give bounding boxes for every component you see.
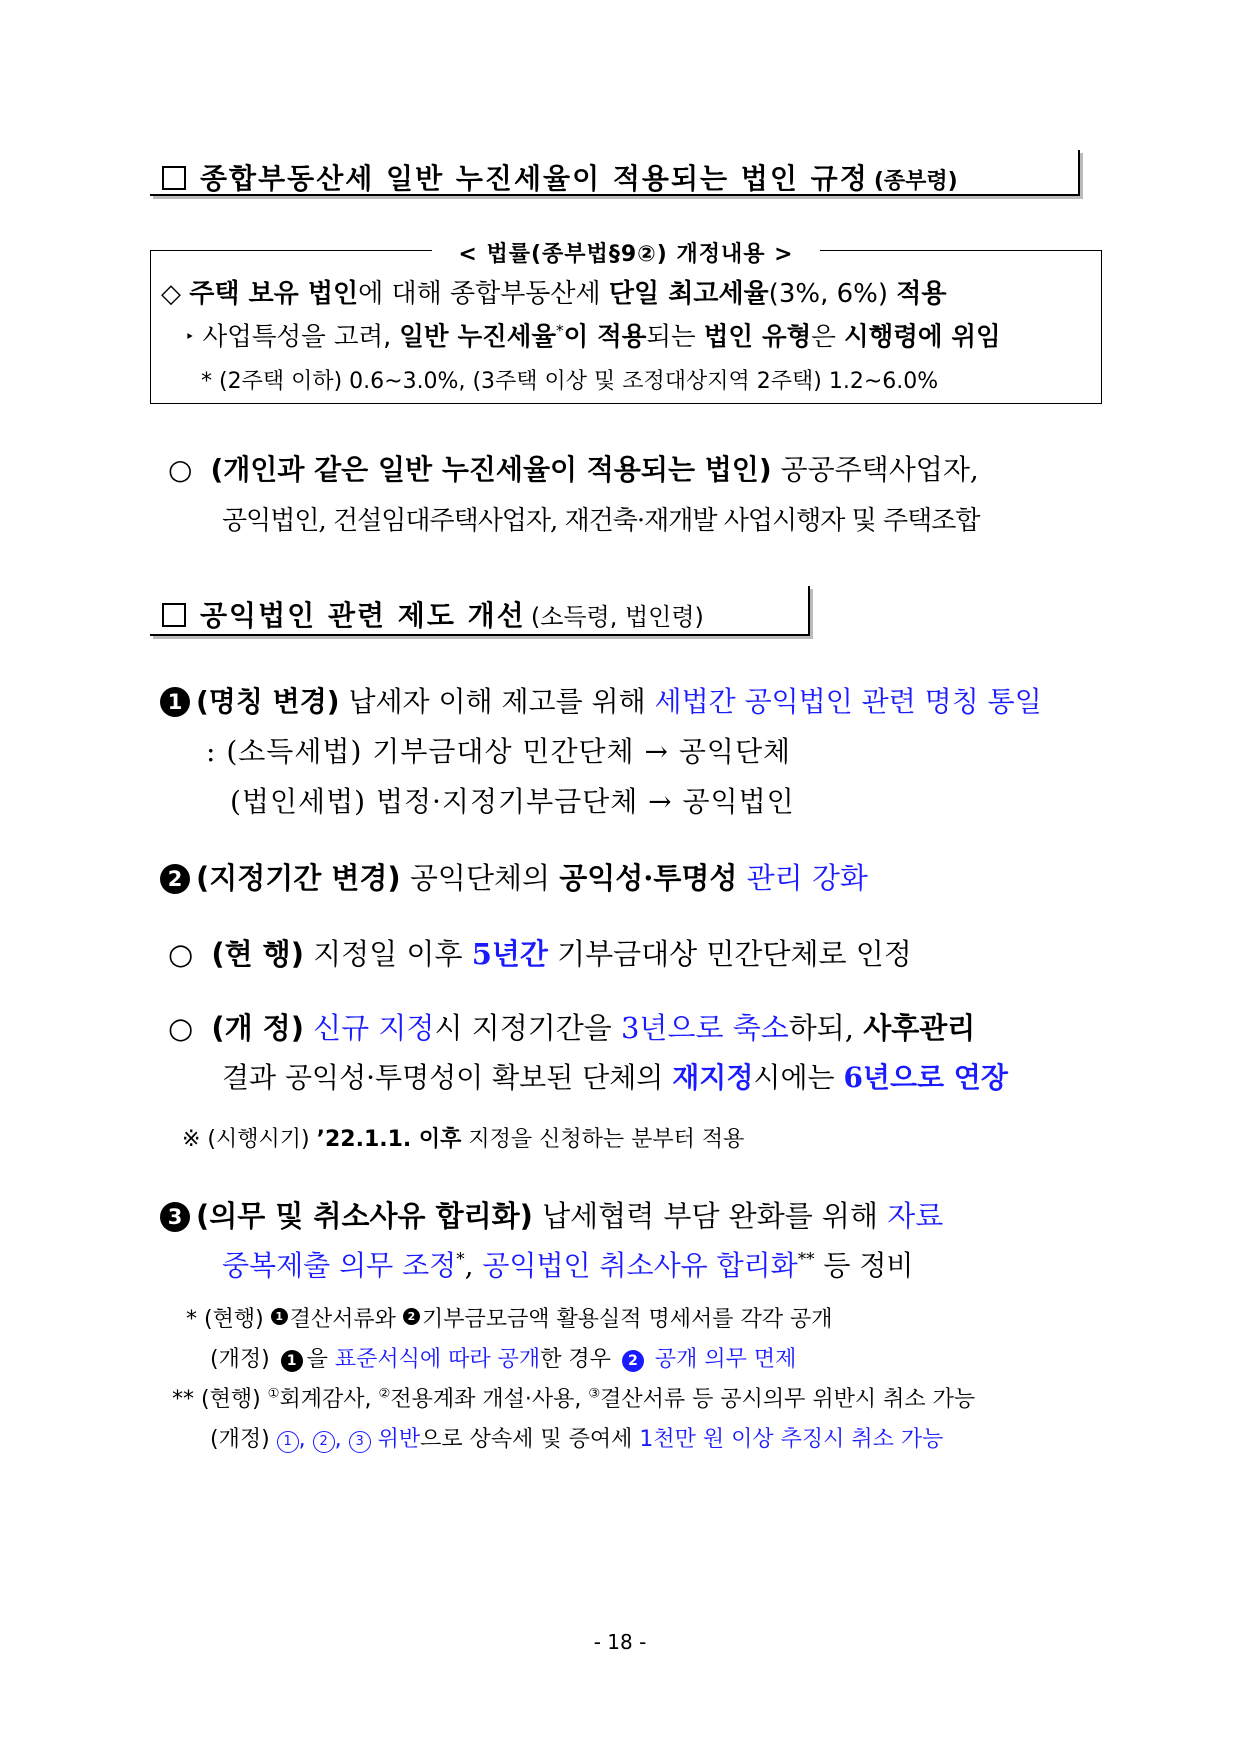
circled-one-icon: 1 bbox=[277, 1431, 299, 1453]
revised-line1 bbox=[168, 1006, 975, 1047]
f2-t2: 한 경우 bbox=[540, 1347, 618, 1372]
footnote-3 bbox=[172, 1382, 975, 1413]
revised-blue1: 신규 지정 bbox=[303, 1011, 435, 1045]
item1-bold: (명칭 변경) bbox=[196, 685, 340, 718]
law-box-title: < 법률(종부법§9②) 개정내용 > bbox=[432, 242, 819, 267]
diamond-icon: ◇ bbox=[161, 279, 181, 309]
f2-blue1: 표준서식에 따라 공개 bbox=[334, 1347, 541, 1372]
number-two-icon: 2 bbox=[403, 1308, 420, 1325]
current-bold: (현 행) bbox=[211, 937, 304, 971]
item3-text: 납세협력 부담 완화를 위해 bbox=[532, 1199, 888, 1233]
circle-bullet-icon: ○ bbox=[168, 1011, 194, 1045]
section2-heading bbox=[150, 586, 810, 636]
f3-s1: ① bbox=[267, 1386, 280, 1402]
f4-blue1: 위반 bbox=[370, 1427, 421, 1452]
number-three-icon: 3 bbox=[160, 1202, 190, 1232]
item3-sup1: * bbox=[456, 1248, 465, 1269]
f3-s2: ② bbox=[378, 1386, 391, 1402]
item1-sub1: : (소득세법) 기부금대상 민간단체 → 공익단체 bbox=[206, 735, 792, 768]
reference-mark-icon: ※ bbox=[182, 1127, 201, 1152]
law-line2-b4: 시행령에 위임 bbox=[843, 322, 1001, 352]
law-line1-b3: 적용 bbox=[896, 279, 947, 309]
law-line-2 bbox=[185, 317, 1001, 353]
item3-bold: (의무 및 취소사유 합리화) bbox=[196, 1199, 533, 1233]
f4-t1: 으로 상속세 및 증여세 bbox=[420, 1427, 640, 1452]
law-line2-t2: 되는 bbox=[646, 322, 704, 352]
item3-comma: , bbox=[464, 1249, 483, 1282]
number-one-icon: 1 bbox=[160, 687, 190, 717]
f1-prefix: * (현행) bbox=[186, 1307, 271, 1332]
effective-date-note bbox=[182, 1122, 744, 1153]
revised-line2-t1: 결과 공익성·투명성이 확보된 단체의 bbox=[222, 1061, 673, 1094]
footnote-1 bbox=[186, 1302, 832, 1333]
law-line2-t3: 은 bbox=[811, 322, 844, 352]
law-line2-b2: 이 적용 bbox=[563, 322, 647, 352]
law-line2-t1: 사업특성을 고려, bbox=[202, 322, 400, 352]
item1-text: 납세자 이해 제고를 위해 bbox=[339, 685, 655, 718]
current-line bbox=[168, 932, 912, 973]
item2-blue: 관리 강화 bbox=[737, 861, 868, 895]
law-line-3: * (2주택 이하) 0.6~3.0%, (3주택 이상 및 조정대상지역 2주택) 1.2~6.0% bbox=[201, 369, 939, 394]
circle-bullet-icon: ○ bbox=[168, 453, 193, 486]
checkbox-square-icon bbox=[162, 166, 186, 190]
checkbox-square-icon bbox=[162, 603, 186, 627]
page-number: - 18 - bbox=[593, 1630, 647, 1654]
item1-blue: 세법간 공익법인 관련 명칭 통일 bbox=[654, 685, 1042, 718]
para1-text: 공공주택사업자, bbox=[771, 453, 979, 486]
item1-sub2: (법인세법) 법정·지정기부금단체 → 공익법인 bbox=[230, 785, 795, 818]
f1-t1: 결산서류와 bbox=[289, 1307, 403, 1332]
section1-heading bbox=[150, 150, 1080, 196]
item2-text: 공익단체의 bbox=[400, 861, 560, 895]
revised-bold2: 사후관리 bbox=[863, 1011, 976, 1045]
f4-prefix: (개정) bbox=[210, 1427, 277, 1452]
circled-three-icon: 3 bbox=[349, 1431, 371, 1453]
note-bold: ’22.1.1. 이후 bbox=[316, 1127, 462, 1152]
footnote-2 bbox=[210, 1342, 796, 1373]
number-one-icon: 1 bbox=[271, 1308, 288, 1325]
f3-t3: 결산서류 등 공시의무 위반시 취소 가능 bbox=[600, 1387, 976, 1412]
item3-blue1: 자료 bbox=[887, 1199, 944, 1233]
law-line-1 bbox=[161, 273, 946, 310]
section1-title: 종합부동산세 일반 누진세율이 적용되는 법인 규정 bbox=[200, 162, 869, 195]
circle-bullet-icon: ○ bbox=[168, 937, 194, 971]
current-t1: 지정일 이후 bbox=[303, 937, 472, 971]
item2-line bbox=[160, 856, 868, 897]
f4-blue2: 1천만 원 이상 추징시 취소 가능 bbox=[639, 1427, 944, 1452]
f2-t1: 을 bbox=[306, 1347, 335, 1372]
revised-blue2: 3년으로 축소 bbox=[620, 1011, 789, 1045]
number-two-icon: 2 bbox=[622, 1350, 644, 1372]
law-line1-b2: 단일 최고세율 bbox=[608, 279, 769, 309]
section2-title: 공익법인 관련 제도 개선 bbox=[200, 599, 526, 632]
para1-line2: 공익법인, 건설임대주택사업자, 재건축·재개발 사업시행자 및 주택조합 bbox=[222, 506, 980, 536]
item3-line2 bbox=[222, 1244, 913, 1284]
f3-t1: 회계감사, bbox=[279, 1387, 379, 1412]
revised-line2-blue1: 재지정 bbox=[672, 1061, 754, 1094]
revised-line2-t2: 시에는 bbox=[753, 1061, 844, 1094]
law-line1-b1: 주택 보유 법인 bbox=[189, 279, 359, 309]
law-line2-sup: * bbox=[555, 321, 564, 340]
note-t2: 지정을 신청하는 분부터 적용 bbox=[461, 1127, 745, 1152]
para1-bold: (개인과 같은 일반 누진세율이 적용되는 법인) bbox=[210, 453, 772, 486]
number-one-icon: 1 bbox=[281, 1350, 303, 1372]
triangle-bullet-icon: ‣ bbox=[185, 327, 195, 346]
law-line2-b1: 일반 누진세율 bbox=[399, 322, 556, 352]
item1-line1 bbox=[160, 680, 1042, 720]
f3-t2: 전용계좌 개설·사용, bbox=[390, 1387, 589, 1412]
law-line2-b3: 법인 유형 bbox=[703, 322, 812, 352]
f3-s3: ③ bbox=[588, 1386, 601, 1402]
current-t2: 기부금대상 민간단체로 인정 bbox=[547, 937, 912, 971]
revised-bold: (개 정) bbox=[211, 1011, 304, 1045]
number-two-icon: 2 bbox=[160, 864, 190, 894]
item3-sup2: ** bbox=[797, 1248, 815, 1269]
item2-mid: 공익성·투명성 bbox=[559, 861, 738, 895]
section1-suffix: (종부령) bbox=[873, 169, 958, 194]
item3-line2-blue2: 공익법인 취소사유 합리화 bbox=[482, 1249, 798, 1282]
law-line1-t1: 에 대해 종합부동산세 bbox=[358, 279, 609, 309]
f3-prefix: ** (현행) bbox=[172, 1387, 268, 1412]
circled-two-icon: 2 bbox=[313, 1431, 335, 1453]
revised-line2 bbox=[222, 1056, 1008, 1096]
revised-line2-blue2: 6년으로 연장 bbox=[843, 1061, 1008, 1094]
law-line1-t2: (3%, 6%) bbox=[768, 279, 897, 309]
f2-blue2: 공개 의무 면제 bbox=[647, 1347, 797, 1372]
footnote-4: (개정) 1 , 2 , 3 위반으로 상속세 및 증여세 1천만 원 이상 추징시 취소 가능 bbox=[210, 1427, 944, 1452]
revised-t2: 하되, bbox=[788, 1011, 864, 1045]
item3-line2-t: 등 정비 bbox=[814, 1249, 914, 1282]
revised-t1: 시 지정기간을 bbox=[434, 1011, 621, 1045]
f1-t2: 기부금모금액 활용실적 명세서를 각각 공개 bbox=[421, 1307, 833, 1332]
current-blue: 5년간 bbox=[471, 937, 548, 971]
item3-line1 bbox=[160, 1194, 943, 1235]
law-amendment-box bbox=[150, 242, 1102, 404]
f2-prefix: (개정) bbox=[210, 1347, 277, 1372]
item3-line2-blue: 중복제출 의무 조정 bbox=[222, 1249, 457, 1282]
section2-suffix: (소득령, 법인령) bbox=[530, 603, 704, 631]
item2-bold: (지정기간 변경) bbox=[196, 861, 401, 895]
para1-line1 bbox=[168, 448, 979, 488]
note-t1: (시행시기) bbox=[200, 1127, 317, 1152]
